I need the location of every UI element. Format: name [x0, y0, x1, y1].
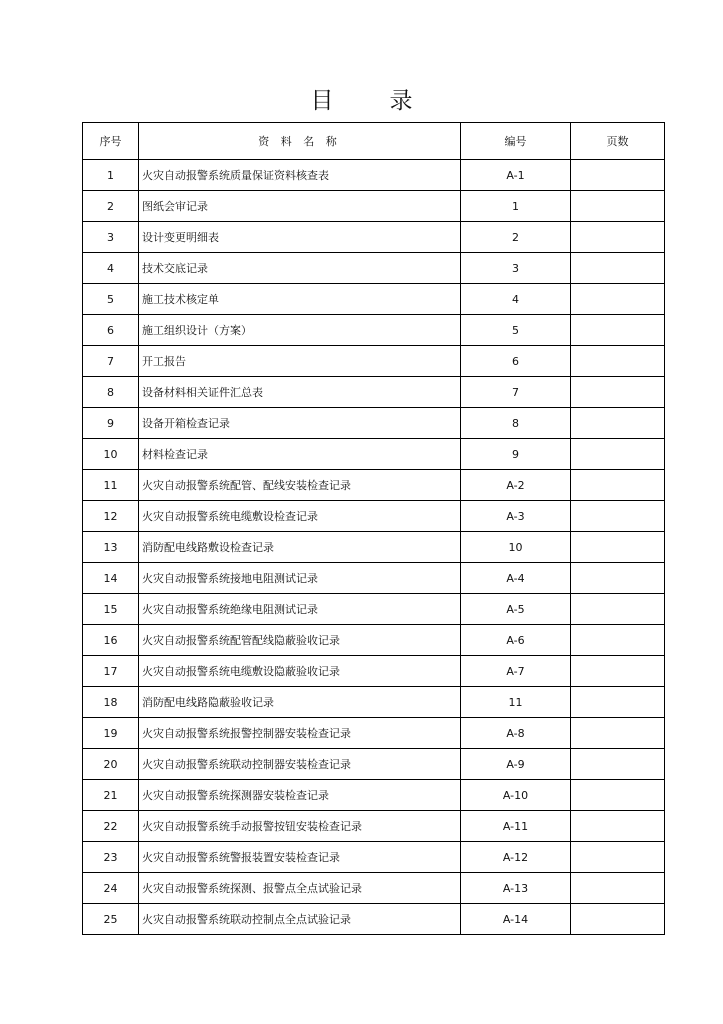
row-code: 7 — [461, 377, 571, 408]
row-name: 开工报告 — [139, 346, 461, 377]
row-name: 火灾自动报警系统手动报警按钮安装检查记录 — [139, 811, 461, 842]
header-code: 编号 — [461, 123, 571, 160]
row-no: 6 — [83, 315, 139, 346]
page-title — [0, 82, 723, 115]
row-pages — [571, 873, 665, 904]
row-name: 消防配电线路隐蔽验收记录 — [139, 687, 461, 718]
table-row — [83, 842, 665, 873]
row-pages — [571, 594, 665, 625]
table-row — [83, 470, 665, 501]
row-no: 12 — [83, 501, 139, 532]
row-no: 2 — [83, 191, 139, 222]
header-row — [83, 123, 665, 160]
row-name: 火灾自动报警系统质量保证资料核查表 — [139, 160, 461, 191]
table-row — [83, 687, 665, 718]
row-code: 9 — [461, 439, 571, 470]
row-no: 23 — [83, 842, 139, 873]
row-name: 火灾自动报警系统配管、配线安装检查记录 — [139, 470, 461, 501]
row-code: 11 — [461, 687, 571, 718]
row-name: 火灾自动报警系统警报装置安装检查记录 — [139, 842, 461, 873]
row-pages — [571, 377, 665, 408]
row-pages — [571, 191, 665, 222]
row-code: A-7 — [461, 656, 571, 687]
row-code: 3 — [461, 253, 571, 284]
row-no: 3 — [83, 222, 139, 253]
row-no: 20 — [83, 749, 139, 780]
row-name: 火灾自动报警系统联动控制器安装检查记录 — [139, 749, 461, 780]
row-code: A-2 — [461, 470, 571, 501]
row-pages — [571, 532, 665, 563]
row-no: 21 — [83, 780, 139, 811]
table-row — [83, 563, 665, 594]
row-no: 17 — [83, 656, 139, 687]
table-row — [83, 191, 665, 222]
row-code: 4 — [461, 284, 571, 315]
row-name: 火灾自动报警系统绝缘电阻测试记录 — [139, 594, 461, 625]
row-name: 火灾自动报警系统电缆敷设隐蔽验收记录 — [139, 656, 461, 687]
row-code: A-14 — [461, 904, 571, 935]
row-pages — [571, 160, 665, 191]
row-name: 技术交底记录 — [139, 253, 461, 284]
row-name: 施工技术核定单 — [139, 284, 461, 315]
row-no: 8 — [83, 377, 139, 408]
header-no: 序号 — [83, 123, 139, 160]
row-pages — [571, 811, 665, 842]
table-row — [83, 315, 665, 346]
row-pages — [571, 408, 665, 439]
row-pages — [571, 222, 665, 253]
row-name: 火灾自动报警系统报警控制器安装检查记录 — [139, 718, 461, 749]
row-pages — [571, 284, 665, 315]
table-row — [83, 625, 665, 656]
row-pages — [571, 439, 665, 470]
table-row — [83, 284, 665, 315]
row-no: 5 — [83, 284, 139, 315]
row-no: 19 — [83, 718, 139, 749]
row-code: A-9 — [461, 749, 571, 780]
row-no: 10 — [83, 439, 139, 470]
row-pages — [571, 346, 665, 377]
row-name: 火灾自动报警系统联动控制点全点试验记录 — [139, 904, 461, 935]
table-row — [83, 873, 665, 904]
row-no: 11 — [83, 470, 139, 501]
table-row — [83, 780, 665, 811]
row-name: 火灾自动报警系统配管配线隐蔽验收记录 — [139, 625, 461, 656]
contents-table — [82, 122, 665, 935]
row-no: 24 — [83, 873, 139, 904]
title-char-1: 目 — [310, 88, 334, 114]
row-pages — [571, 780, 665, 811]
row-no: 4 — [83, 253, 139, 284]
row-no: 18 — [83, 687, 139, 718]
table-row — [83, 718, 665, 749]
row-code: 10 — [461, 532, 571, 563]
row-code: 1 — [461, 191, 571, 222]
row-no: 7 — [83, 346, 139, 377]
row-code: 6 — [461, 346, 571, 377]
row-name: 图纸会审记录 — [139, 191, 461, 222]
row-code: A-3 — [461, 501, 571, 532]
row-code: A-12 — [461, 842, 571, 873]
row-code: 8 — [461, 408, 571, 439]
table-row — [83, 160, 665, 191]
row-code: 2 — [461, 222, 571, 253]
table-row — [83, 501, 665, 532]
row-code: A-4 — [461, 563, 571, 594]
table-row — [83, 346, 665, 377]
row-no: 22 — [83, 811, 139, 842]
row-name: 设备材料相关证件汇总表 — [139, 377, 461, 408]
row-pages — [571, 501, 665, 532]
row-pages — [571, 625, 665, 656]
row-pages — [571, 253, 665, 284]
row-no: 16 — [83, 625, 139, 656]
table-row — [83, 439, 665, 470]
table-row — [83, 749, 665, 780]
row-name: 火灾自动报警系统接地电阻测试记录 — [139, 563, 461, 594]
table-row — [83, 811, 665, 842]
row-pages — [571, 687, 665, 718]
row-no: 9 — [83, 408, 139, 439]
row-name: 材料检查记录 — [139, 439, 461, 470]
row-code: A-8 — [461, 718, 571, 749]
row-code: A-6 — [461, 625, 571, 656]
row-name: 火灾自动报警系统探测器安装检查记录 — [139, 780, 461, 811]
title-char-2: 录 — [389, 88, 413, 114]
table-row — [83, 222, 665, 253]
row-pages — [571, 470, 665, 501]
table-row — [83, 594, 665, 625]
row-no: 14 — [83, 563, 139, 594]
row-code: 5 — [461, 315, 571, 346]
row-name: 消防配电线路敷设检查记录 — [139, 532, 461, 563]
table-row — [83, 408, 665, 439]
row-code: A-10 — [461, 780, 571, 811]
row-pages — [571, 656, 665, 687]
table-row — [83, 904, 665, 935]
header-name: 资 料 名 称 — [139, 123, 461, 160]
header-pages: 页数 — [571, 123, 665, 160]
table-row — [83, 253, 665, 284]
row-name: 设计变更明细表 — [139, 222, 461, 253]
row-code: A-1 — [461, 160, 571, 191]
row-name: 设备开箱检查记录 — [139, 408, 461, 439]
row-pages — [571, 842, 665, 873]
row-pages — [571, 904, 665, 935]
row-code: A-13 — [461, 873, 571, 904]
row-no: 13 — [83, 532, 139, 563]
row-name: 火灾自动报警系统电缆敷设检查记录 — [139, 501, 461, 532]
row-code: A-11 — [461, 811, 571, 842]
table-row — [83, 377, 665, 408]
row-pages — [571, 749, 665, 780]
row-no: 15 — [83, 594, 139, 625]
row-name: 施工组织设计（方案） — [139, 315, 461, 346]
row-pages — [571, 563, 665, 594]
row-code: A-5 — [461, 594, 571, 625]
row-name: 火灾自动报警系统探测、报警点全点试验记录 — [139, 873, 461, 904]
table-row — [83, 656, 665, 687]
row-pages — [571, 315, 665, 346]
table-row — [83, 532, 665, 563]
row-no: 25 — [83, 904, 139, 935]
row-pages — [571, 718, 665, 749]
row-no: 1 — [83, 160, 139, 191]
